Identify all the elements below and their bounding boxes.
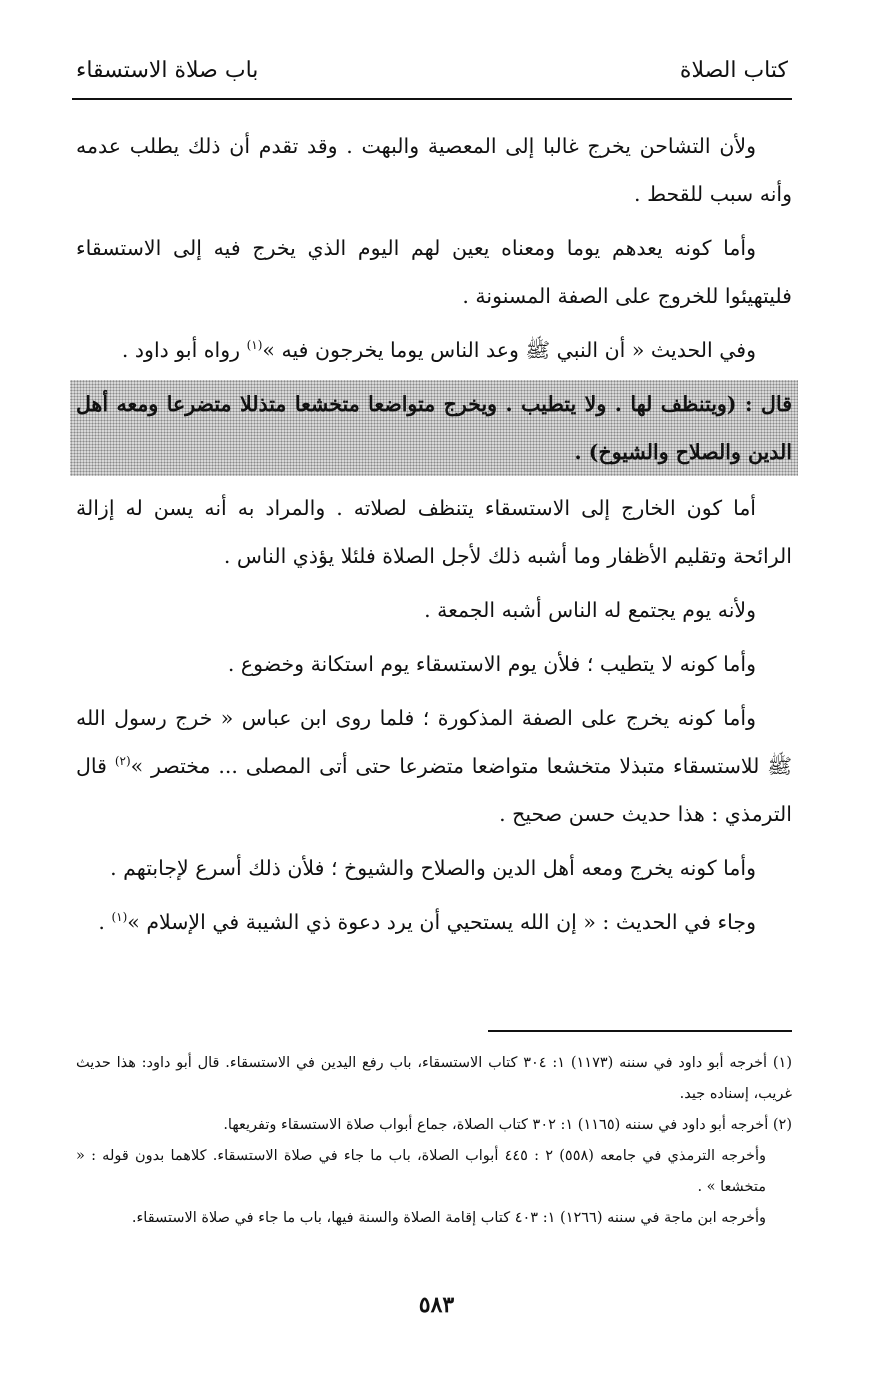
paragraph: ولأنه يوم يجتمع له الناس أشبه الجمعة . [424, 598, 756, 622]
main-text [76, 122, 792, 952]
book-title: كتاب الصلاة [679, 58, 788, 83]
paragraph: وأما كونه يخرج على الصفة المذكورة ؛ فلما روى ابن عباس « خرج رسول الله ﷺ للاستسقاء متبذلا متخشعا متواضعا متضرعا حتى أتى المصلى ... مختصر »$^{(٢)}$ قال الترمذي : هذا حديث حسن صحيح . [76, 706, 792, 826]
paragraph: ولأن التشاحن يخرج غالبا إلى المعصية والبهت . وقد تقدم أن ذلك يطلب عدمه وأنه سبب للقحط . [76, 134, 792, 206]
footnote-ref: (١) [111, 910, 128, 925]
footnote: وأخرجه ابن ماجة في سننه (١٢٦٦) ١: ٤٠٣ كتاب إقامة الصلاة والسنة فيها، باب ما جاء في صلاة الاستسقاء. [131, 1210, 766, 1226]
paragraph: وأما كونه لا يتطيب ؛ فلأن يوم الاستسقاء يوم استكانة وخضوع . [227, 652, 756, 676]
paragraph: أما كون الخارج إلى الاستسقاء يتنظف لصلاته . والمراد به أنه يسن له إزالة الرائحة وتقليم الأظفار وما أشبه ذلك لأجل الصلاة فلئلا يؤذي الناس . [76, 496, 792, 568]
footnote-ref: (١) [246, 338, 263, 353]
paragraph: وأما كونه يخرج ومعه أهل الدين والصلاح والشيوخ ؛ فلأن ذلك أسرع لإجابتهم . [110, 856, 756, 880]
matn-highlight: قال : (ويتنظف لها . ولا يتطيب . ويخرج متواضعا متخشعا متذللا متضرعا ومعه أهل الدين والصلاح والشيوخ) . [70, 380, 798, 476]
paragraph: وأما كونه يعدهم يوما ومعناه يعين لهم اليوم الذي يخرج فيه إلى الاستسقاء فليتهيئوا للخروج على الصفة المسنونة . [76, 236, 792, 308]
footnote: (١) أخرجه أبو داود في سننه (١١٧٣) ١: ٣٠٤ كتاب الاستسقاء، باب رفع اليدين في الاستسقاء. قال أبو داود: هذا حديث غريب، إسناده جيد. [76, 1055, 792, 1102]
paragraph: وفي الحديث « أن النبي ﷺ وعد الناس يوما يخرجون فيه »$^{(١)}$ رواه أبو داود . [121, 338, 756, 362]
footnote-ref: (٢) [114, 754, 131, 769]
chapter-title: باب صلاة الاستسقاء [76, 58, 259, 83]
footnote-divider [488, 1030, 792, 1032]
footnote: وأخرجه الترمذي في جامعه (٥٥٨) ٢ : ٤٤٥ أبواب الصلاة، باب ما جاء في صلاة الاستسقاء. كلاهما بدون قوله : « متخشعا » . [76, 1148, 767, 1195]
paragraph: وجاء في الحديث : « إن الله يستحيي أن يرد دعوة ذي الشيبة في الإسلام »$^{(١)}$ . [98, 910, 756, 934]
footnotes [76, 1048, 792, 1234]
footnote: (٢) أخرجه أبو داود في سننه (١١٦٥) ١: ٣٠٢ كتاب الصلاة، جماع أبواب صلاة الاستسقاء وتفريعها. [223, 1117, 792, 1133]
running-header [72, 50, 792, 100]
page-number: ٥٨٣ [418, 1292, 455, 1318]
